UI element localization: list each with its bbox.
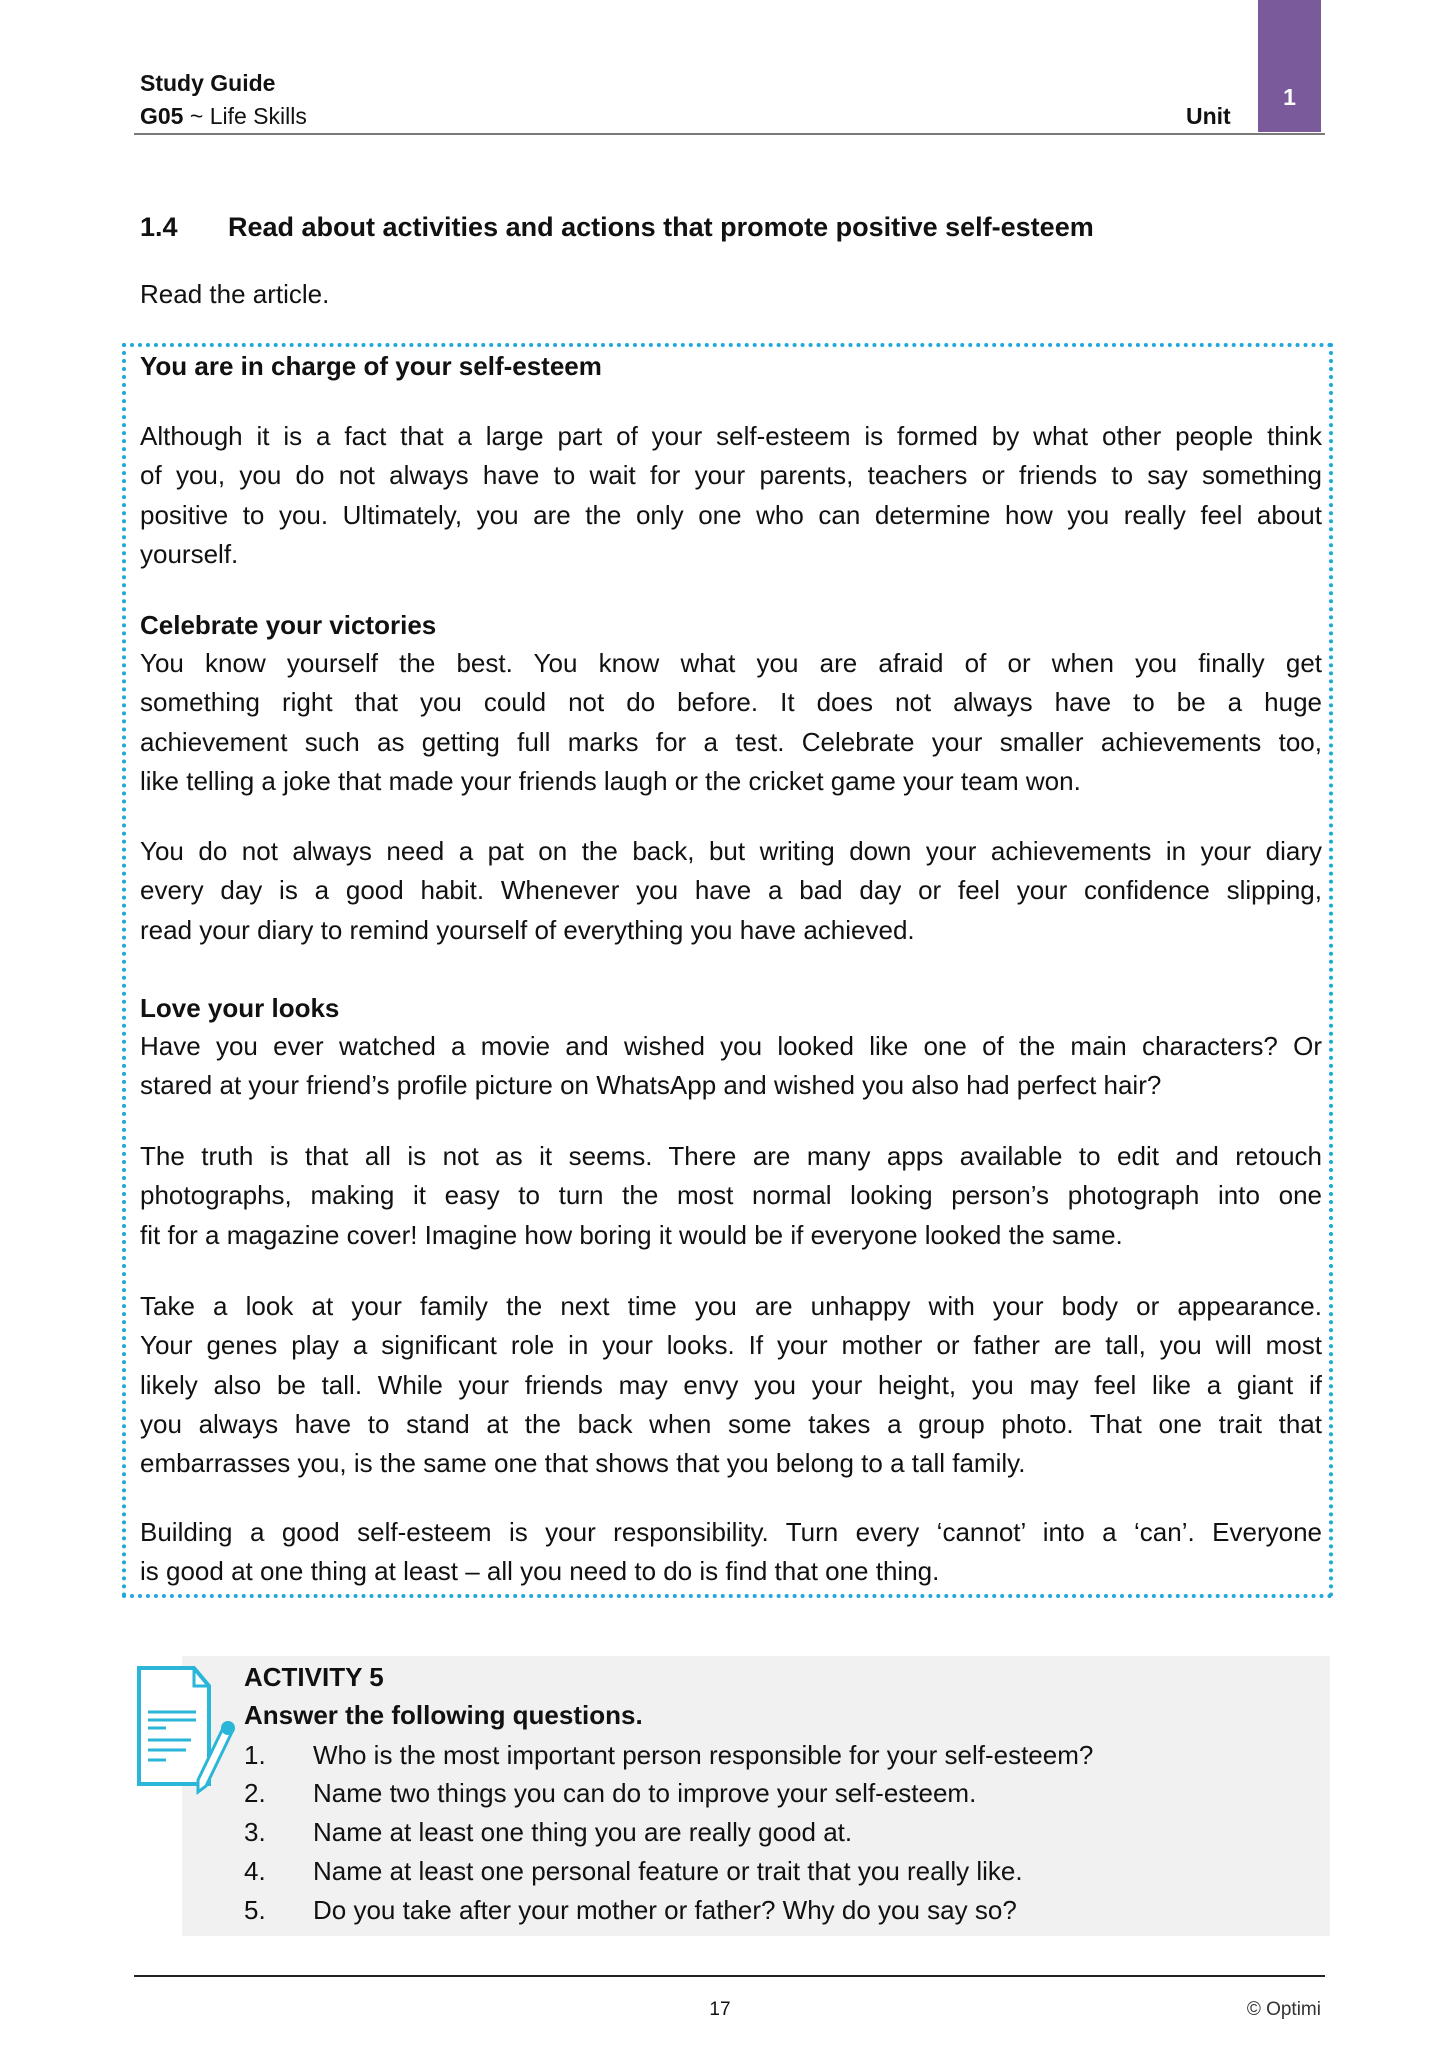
article-paragraph [140, 1513, 1322, 1592]
worksheet-pencil-icon [136, 1664, 236, 1804]
copyright: © Optimi [1246, 1999, 1321, 2020]
activity-instruction: Answer the following questions. [244, 1700, 643, 1730]
unit-number: 1 [1283, 84, 1296, 110]
text-line: something right that you could not do before. It does not always have to be a huge [140, 687, 1322, 718]
article-paragraph [140, 1287, 1322, 1483]
text-line: You do not always need a pat on the back, but writing down your achievements in your diary [140, 836, 1322, 866]
article-title: You are in charge of your self-esteem [140, 351, 602, 381]
text-line: You know yourself the best. You know what you are afraid of or when you finally get [140, 648, 1322, 678]
text-line: yourself. [140, 538, 239, 569]
question-item: 5. Do you take after your mother or father? Why do you say so? [244, 1895, 1017, 1925]
text-line: stared at your friend’s profile picture on WhatsApp and wished you also had perfect hair? [140, 1070, 1162, 1101]
header-divider [134, 133, 1325, 135]
text-line: Have you ever watched a movie and wished you looked like one of the main characters? Or [140, 1031, 1322, 1061]
text-line: like telling a joke that made your friends laugh or the cricket game your team won. [140, 765, 1081, 796]
course-name: G05 ~ Life Skills [140, 103, 307, 129]
text-line: Although it is a fact that a large part of your self-esteem is formed by what other people think [140, 421, 1322, 451]
text-line: fit for a magazine cover! Imagine how boring it would be if everyone looked the same. [140, 1219, 1123, 1250]
text-line: positive to you. Ultimately, you are the only one who can determine how you really feel about [140, 499, 1322, 530]
subheading-celebrate: Celebrate your victories [140, 610, 437, 640]
text-line: likely also be tall. While your friends may envy you your height, you may feel like a giant if [140, 1369, 1322, 1400]
text-line: photographs, making it easy to turn the most normal looking person’s photograph into one [140, 1180, 1322, 1211]
article-paragraph [140, 644, 1322, 801]
question-item: 3. Name at least one thing you are really good at. [244, 1817, 853, 1847]
section-intro: Read the article. [140, 279, 330, 309]
article-paragraph [140, 832, 1322, 950]
text-line: Your genes play a significant role in your looks. If your mother or father are tall, you will most [140, 1330, 1322, 1361]
activity-title: ACTIVITY 5 [244, 1662, 384, 1692]
footer-divider [134, 1975, 1325, 1977]
question-item: 4. Name at least one personal feature or trait that you really like. [244, 1856, 1023, 1886]
question-item: 2. Name two things you can do to improve your self-esteem. [244, 1778, 977, 1808]
section-heading: 1.4 Read about activities and actions that promote positive self-esteem [140, 212, 1094, 242]
text-line: The truth is that all is not as it seems. There are many apps available to edit and retouch [140, 1141, 1322, 1171]
text-line: of you, you do not always have to wait for your parents, teachers or friends to say something [140, 460, 1322, 491]
text-line: is good at one thing at least – all you need to do is find that one thing. [140, 1556, 940, 1587]
page-number: 17 [709, 1999, 731, 2020]
article-paragraph [140, 1137, 1322, 1255]
unit-tab [1258, 0, 1321, 132]
guide-title: Study Guide [140, 70, 276, 96]
unit-label: Unit [1186, 103, 1231, 129]
text-line: embarrasses you, is the same one that shows that you belong to a tall family. [140, 1448, 1026, 1479]
text-line: achievement such as getting full marks for a test. Celebrate your smaller achievements too, [140, 726, 1322, 757]
question-item: 1. Who is the most important person responsible for your self-esteem? [244, 1740, 1094, 1770]
article-paragraph [140, 417, 1322, 574]
article-paragraph [140, 1027, 1322, 1106]
text-line: Take a look at your family the next time you are unhappy with your body or appearance. [140, 1291, 1322, 1321]
subheading-looks: Love your looks [140, 993, 340, 1023]
text-line: read your diary to remind yourself of everything you have achieved. [140, 914, 915, 945]
text-line: you always have to stand at the back when some takes a group photo. That one trait that [140, 1408, 1322, 1439]
text-line: every day is a good habit. Whenever you have a bad day or feel your confidence slipping, [140, 875, 1322, 906]
text-line: Building a good self-esteem is your responsibility. Turn every ‘cannot’ into a ‘can’. Everyone [140, 1517, 1322, 1547]
